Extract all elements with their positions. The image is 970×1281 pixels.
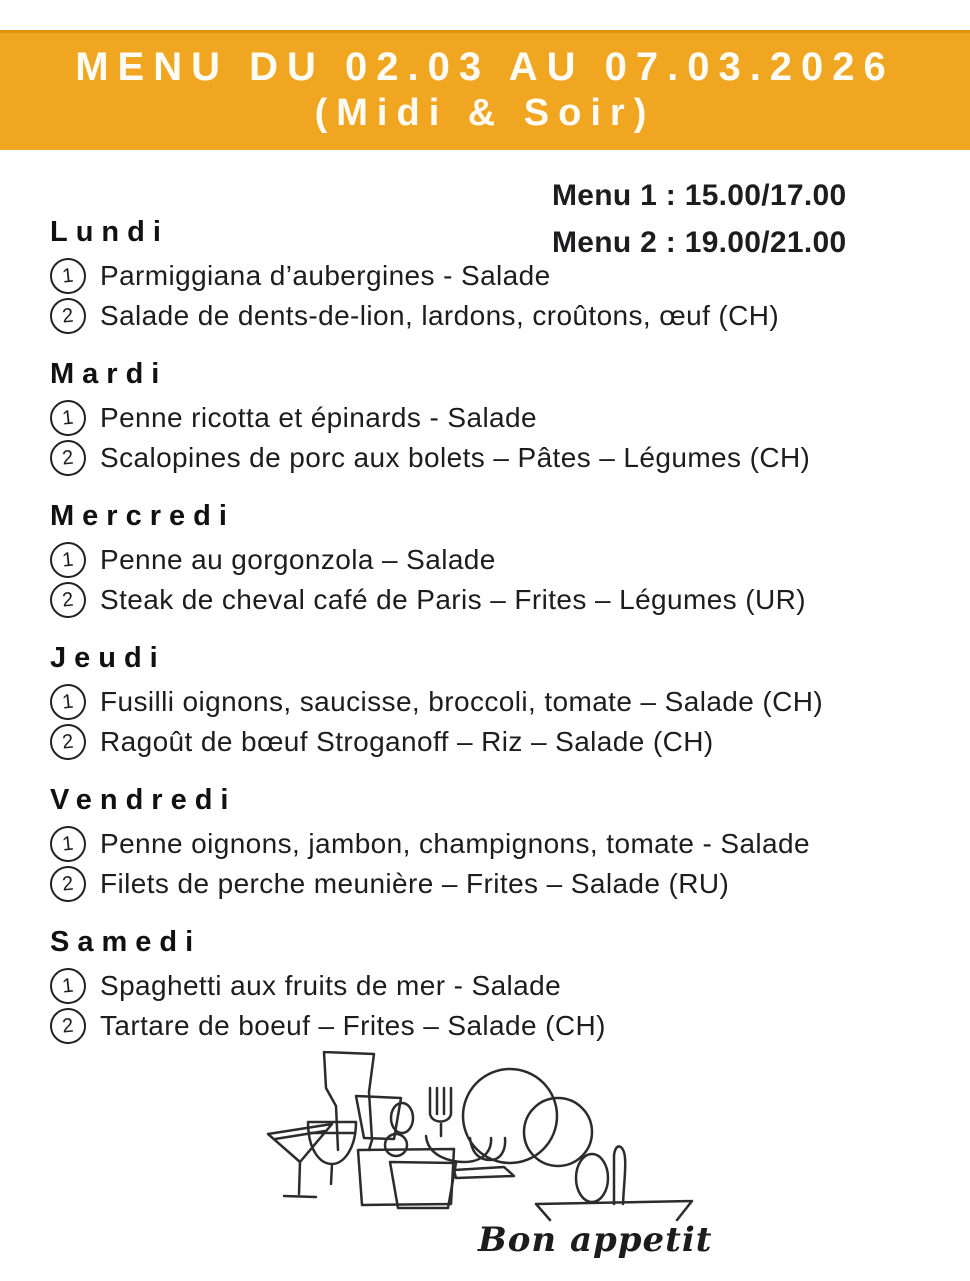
menu-item-text: Filets de perche meunière – Frites – Salade (RU) (100, 868, 730, 899)
menu-item-text: Parmiggiana d’aubergines - Salade (100, 260, 551, 291)
day-heading: Mardi (50, 358, 168, 390)
circled-number-icon: 1 (48, 256, 88, 296)
day-section-mercredi (50, 500, 934, 620)
menu-item (50, 296, 934, 336)
circled-number-icon: 2 (48, 438, 88, 478)
menu-item-text: Penne ricotta et épinards - Salade (100, 402, 537, 433)
day-heading: Samedi (50, 926, 202, 958)
menu-item (50, 398, 934, 438)
menu-item-text: Penne oignons, jambon, champignons, tomate - Salade (100, 828, 810, 859)
menu-item-text: Scalopines de porc aux bolets – Pâtes – Légumes (CH) (100, 442, 811, 473)
menu-subtitle: (Midi & Soir) (314, 92, 656, 134)
menu-item-text: Spaghetti aux fruits de mer - Salade (100, 970, 562, 1001)
menu-item-text: Steak de cheval café de Paris – Frites – Légumes (UR) (100, 584, 806, 615)
menu-item-text: Tartare de boeuf – Frites – Salade (CH) (100, 1010, 606, 1041)
menu-item (50, 580, 934, 620)
menu-item-text: Salade de dents-de-lion, lardons, croûtons, œuf (CH) (100, 300, 780, 331)
circled-number-icon: 1 (48, 682, 88, 722)
menu-item-text: Penne au gorgonzola – Salade (100, 544, 496, 575)
menu-item (50, 864, 934, 904)
circled-number-icon: 2 (48, 1006, 88, 1046)
menu-title: MENU DU 02.03 AU 07.03.2026 (75, 45, 895, 89)
circled-number-icon: 1 (48, 398, 88, 438)
menu-item (50, 722, 934, 762)
menu-body (50, 150, 934, 1046)
day-heading: Lundi (50, 216, 169, 248)
day-heading: Jeudi (50, 642, 166, 674)
day-section-vendredi (50, 784, 934, 904)
menu1-price: Menu 1 : 15.00/17.00 (552, 179, 847, 212)
day-heading: Vendredi (50, 784, 237, 816)
circled-number-icon: 2 (48, 864, 88, 904)
day-section-mardi (50, 358, 934, 478)
circled-number-icon: 1 (48, 824, 88, 864)
tableware-line-art-icon (258, 1046, 708, 1231)
menu-item (50, 682, 934, 722)
circled-number-icon: 2 (48, 580, 88, 620)
circled-number-icon: 2 (48, 296, 88, 336)
circled-number-icon: 2 (48, 722, 88, 762)
menu-item (50, 966, 934, 1006)
menu-item-text: Fusilli oignons, saucisse, broccoli, tomate – Salade (CH) (100, 686, 824, 717)
day-heading: Mercredi (50, 500, 235, 532)
menu-item (50, 438, 934, 478)
menu2-price: Menu 2 : 19.00/21.00 (552, 226, 847, 259)
menu-item (50, 256, 934, 296)
circled-number-icon: 1 (48, 540, 88, 580)
circled-number-icon: 1 (48, 966, 88, 1006)
menu-item-text: Ragoût de bœuf Stroganoff – Riz – Salade (CH) (100, 726, 714, 757)
day-section-samedi (50, 926, 934, 1046)
menu-item (50, 1006, 934, 1046)
day-section-lundi (50, 216, 934, 336)
header-banner (0, 30, 970, 150)
day-section-jeudi (50, 642, 934, 762)
menu-item (50, 540, 934, 580)
menu-item (50, 824, 934, 864)
bon-appetit-caption: Bon appetit (478, 1220, 713, 1260)
